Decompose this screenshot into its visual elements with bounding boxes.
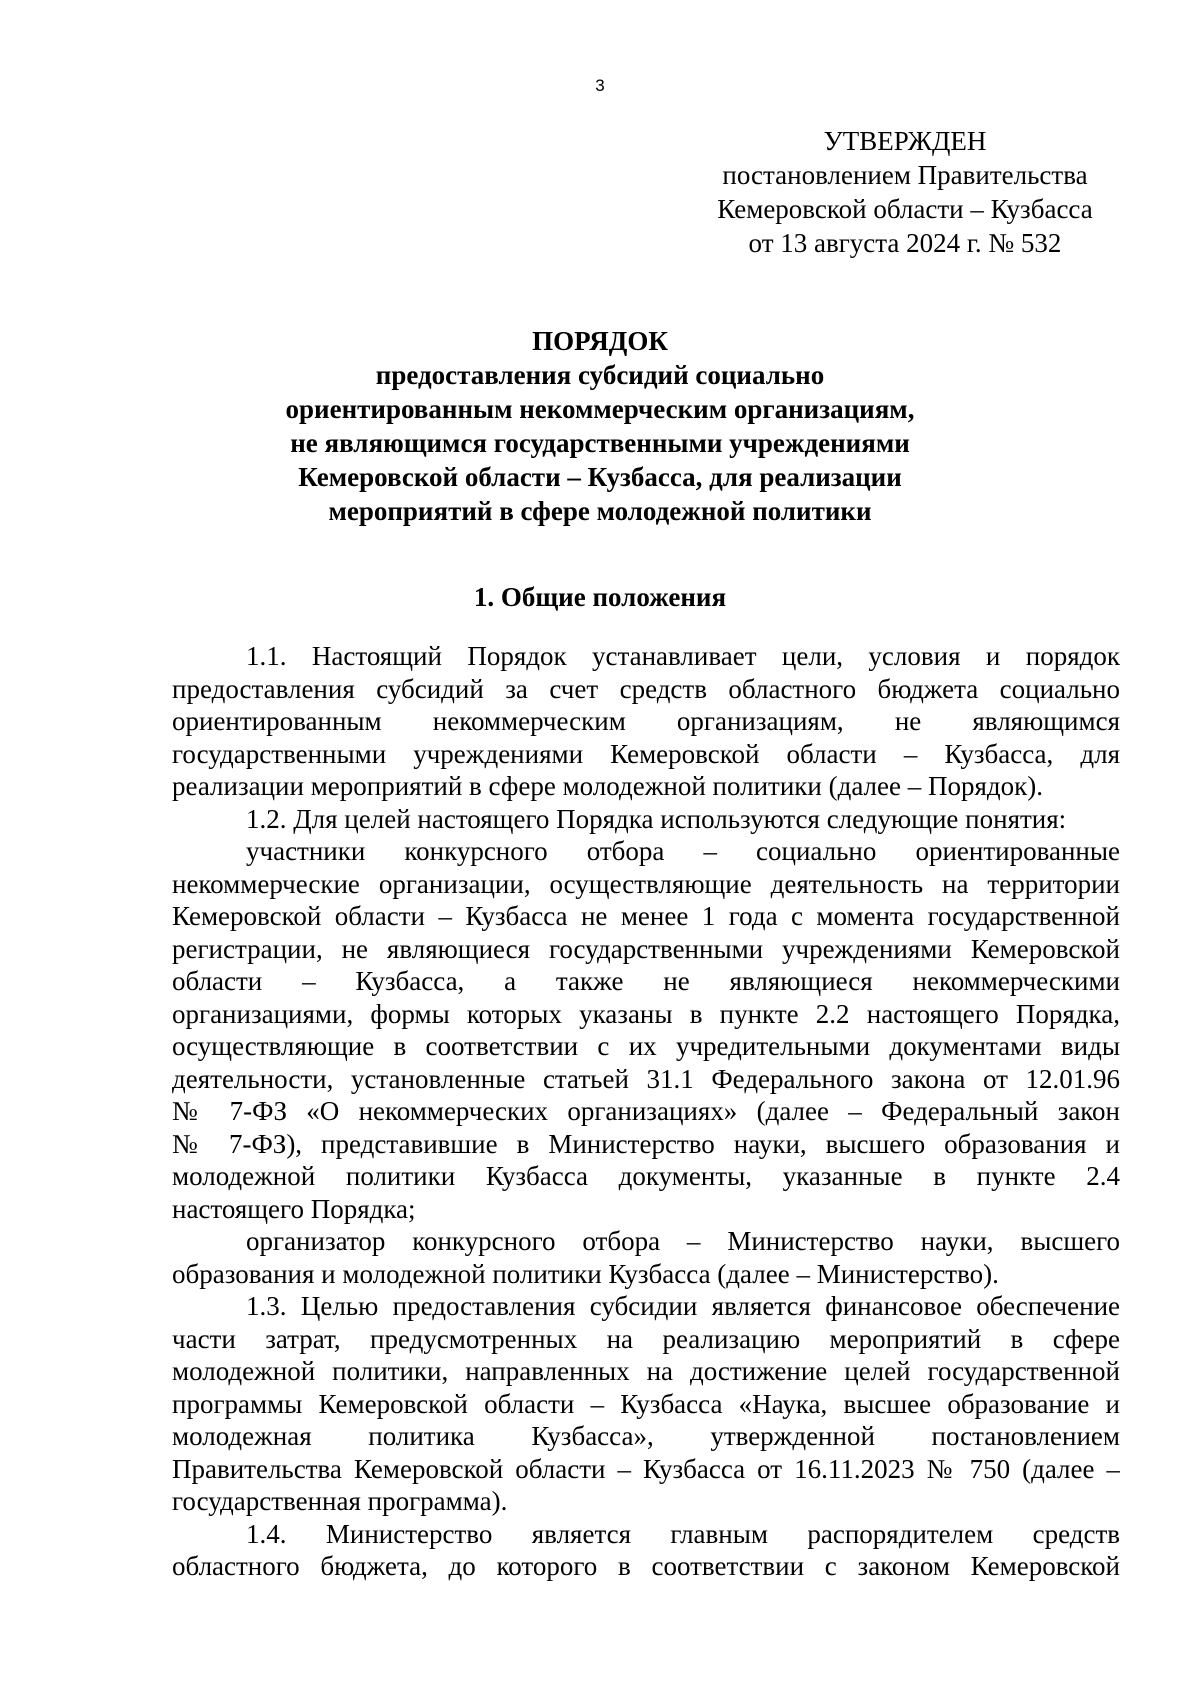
body-line: регистрации, не являющиеся государственными учреждениями Кемеровской <box>172 933 1120 964</box>
body-line: Правительства Кемеровской области – Кузбасса от 16.11.2023 № 750 (далее – <box>172 1453 1120 1484</box>
body-line: осуществляющие в соответствии с их учредительными документами виды <box>172 1031 1120 1061</box>
title-line: мероприятий в сфере молодежной политики <box>328 496 872 526</box>
approval-line: УТВЕРЖДЕН <box>823 126 987 156</box>
page-number: 3 <box>595 76 605 95</box>
body-line: настоящего Порядка; <box>172 1193 416 1224</box>
title-line: предоставления субсидий социально <box>375 360 825 390</box>
approval-line: постановлением Правительства <box>722 160 1088 190</box>
body-line: организатор конкурсного отбора – Министерство науки, высшего <box>246 1226 1120 1256</box>
document-title <box>200 324 1000 528</box>
body-line: организациями, формы которых указаны в пункте 2.2 настоящего Порядка, <box>172 998 1120 1029</box>
body-line: № 7-ФЗ), представившие в Министерство науки, высшего образования и <box>172 1128 1120 1159</box>
title-line: не являющимся государственными учреждениями <box>290 428 910 458</box>
body-line: молодежной политики Кузбасса документы, указанные в пункте 2.4 <box>172 1161 1120 1191</box>
body-text <box>172 640 1120 1583</box>
title-line: ПОРЯДОК <box>532 326 668 356</box>
approval-block <box>680 124 1130 260</box>
title-line: ориентированным некоммерческим организациям, <box>285 394 915 424</box>
section-heading: 1. Общие положения <box>473 582 727 612</box>
body-line: реализации мероприятий в сфере молодежной политики (далее – Порядок). <box>172 771 1044 801</box>
body-line: Кемеровской области – Кузбасса не менее 1 года с момента государственной <box>172 901 1120 931</box>
body-line: части затрат, предусмотренных на реализацию мероприятий в сфере <box>172 1323 1120 1354</box>
body-line: 1.3. Целью предоставления субсидии является финансовое обеспечение <box>246 1291 1120 1321</box>
body-line: некоммерческие организации, осуществляющие деятельность на территории <box>172 868 1120 899</box>
title-line: Кемеровской области – Кузбасса, для реализации <box>298 462 902 492</box>
approval-line: Кемеровской области – Кузбасса <box>717 194 1093 224</box>
body-line: предоставления субсидий за счет средств областного бюджета социально <box>172 673 1120 704</box>
body-line: № 7-ФЗ «О некоммерческих организациях» (далее – Федеральный закон <box>172 1096 1120 1126</box>
body-line: области – Кузбасса, а также не являющиеся некоммерческими <box>172 966 1120 996</box>
body-line: 1.1. Настоящий Порядок устанавливает цели, условия и порядок <box>246 641 1120 671</box>
body-line: программы Кемеровской области – Кузбасса «Наука, высшее образование и <box>172 1388 1120 1419</box>
body-line: 1.4. Министерство является главным распорядителем средств <box>246 1518 1120 1549</box>
body-line: государственная программа). <box>172 1486 508 1516</box>
body-line: 1.2. Для целей настоящего Порядка используются следующие понятия: <box>246 803 1067 834</box>
approval-line: от 13 августа 2024 г. № 532 <box>748 228 1062 258</box>
body-line: государственными учреждениями Кемеровской области – Кузбасса, для <box>172 738 1120 769</box>
body-line: участники конкурсного отбора – социально ориентированные <box>246 836 1120 866</box>
body-line: деятельности, установленные статьей 31.1 Федерального закона от 12.01.96 <box>172 1063 1120 1094</box>
body-line: областного бюджета, до которого в соответствии с законом Кемеровской <box>172 1551 1120 1581</box>
body-line: ориентированным некоммерческим организациям, не являющимся <box>172 706 1120 736</box>
body-line: молодежная политика Кузбасса», утвержденной постановлением <box>172 1421 1120 1451</box>
body-line: образования и молодежной политики Кузбасса (далее – Министерство). <box>172 1258 999 1289</box>
body-line: молодежной политики, направленных на достижение целей государственной <box>172 1356 1120 1386</box>
